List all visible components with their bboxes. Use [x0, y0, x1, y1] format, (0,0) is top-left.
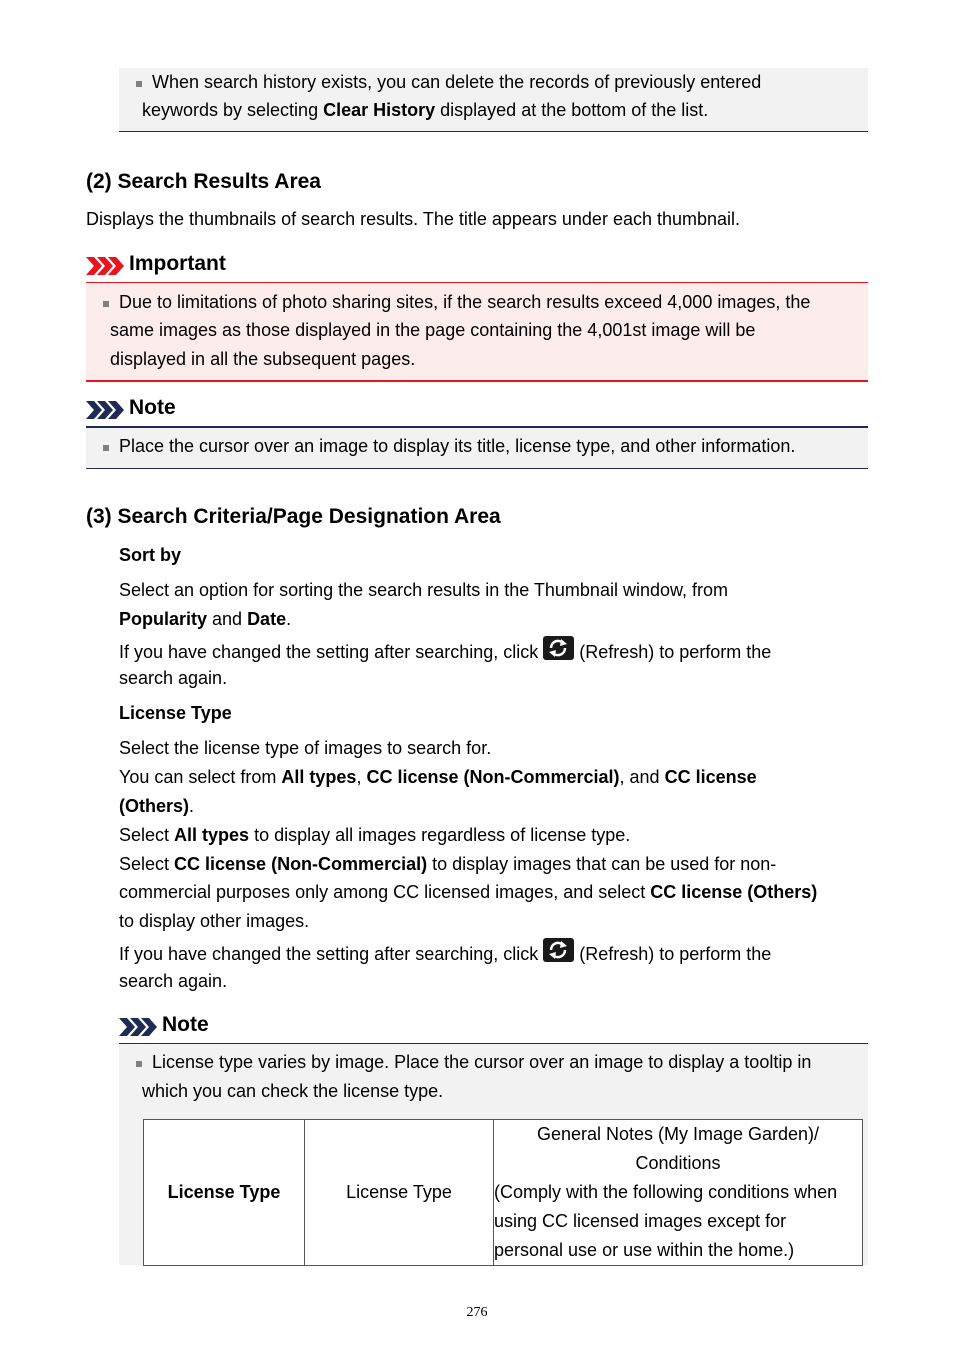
table-cell-header	[144, 1120, 305, 1266]
section2-body: Displays the thumbnails of search results. The title appears under each thumbnail.	[86, 209, 741, 229]
all-types-term: All types	[174, 825, 250, 845]
section2-heading: (2) Search Results Area	[86, 170, 321, 193]
license-line9: search again.	[119, 971, 228, 991]
note-arrows-icon	[86, 401, 126, 419]
important-box	[86, 282, 868, 382]
bullet-square-icon	[136, 81, 142, 87]
important-arrows-icon	[86, 257, 126, 275]
clear-history-term: Clear History	[323, 100, 436, 120]
sort-by-line2	[119, 605, 291, 634]
refresh-text-post: (Refresh) to perform the	[574, 944, 772, 964]
table-cell	[494, 1120, 863, 1266]
tip-line2-end: displayed at the bottom of the list.	[435, 100, 709, 120]
table-col3-line: (Comply with the following conditions when	[494, 1182, 838, 1202]
refresh-text-pre: If you have changed the setting after searching, click	[119, 944, 544, 964]
important-title: Important	[129, 252, 226, 275]
sort-by-line3	[119, 636, 771, 667]
cc-license-term: CC license	[664, 767, 757, 787]
license-line4	[119, 821, 630, 850]
others-term: (Others)	[119, 796, 190, 816]
tip-line2-text: keywords by selecting	[142, 100, 324, 120]
cc-noncommercial-term: CC license (Non-Commercial)	[174, 854, 428, 874]
refresh-text-pre: If you have changed the setting after searching, click	[119, 642, 544, 662]
and-text: , and	[619, 767, 665, 787]
note1-text: Place the cursor over an image to display its title, license type, and other information.	[119, 436, 796, 456]
sort-by-label: Sort by	[119, 545, 182, 565]
bullet-square-icon	[103, 301, 109, 307]
license-line2-pre: You can select from	[119, 767, 282, 787]
tip-box	[119, 68, 868, 132]
license-line2	[119, 763, 757, 792]
refresh-text-post: (Refresh) to perform the	[574, 642, 772, 662]
sort-by-and: and	[207, 609, 248, 629]
sort-by-line4: search again.	[119, 668, 228, 688]
license-line1: Select the license type of images to search for.	[119, 738, 492, 758]
note2-line2: which you can check the license type.	[142, 1081, 444, 1101]
important-line1: Due to limitations of photo sharing sites, if the search results exceed 4,000 images, the	[119, 292, 811, 312]
sort-by-line1: Select an option for sorting the search results in the Thumbnail window, from	[119, 580, 728, 600]
table-cell	[305, 1120, 494, 1266]
table-col3-line: Conditions	[635, 1153, 721, 1173]
sort-by-period: .	[286, 609, 292, 629]
date-term: Date	[247, 609, 287, 629]
license-line7: to display other images.	[119, 911, 310, 931]
table-col3-line: using CC licensed images except for	[494, 1211, 787, 1231]
important-line2: same images as those displayed in the page containing the 4,001st image will be	[110, 320, 756, 340]
note2-line1: License type varies by image. Place the cursor over an image to display a tooltip in	[152, 1052, 812, 1072]
license-line5	[119, 850, 776, 879]
license-line8	[119, 938, 771, 969]
license-line6-pre: commercial purposes only among CC licensed images, and select	[119, 882, 651, 902]
license-line6	[119, 878, 817, 907]
note2-title: Note	[162, 1013, 209, 1036]
bullet-square-icon	[103, 445, 109, 451]
note1-title: Note	[129, 396, 176, 419]
license-table	[143, 1119, 863, 1266]
refresh-icon	[543, 938, 574, 962]
cc-others-term: CC license (Others)	[650, 882, 818, 902]
select-text: Select	[119, 854, 175, 874]
section3-heading: (3) Search Criteria/Page Designation Area	[86, 505, 501, 528]
license-type-label: License Type	[119, 703, 232, 723]
important-line3: displayed in all the subsequent pages.	[110, 349, 416, 369]
cc-noncommercial-term: CC license (Non-Commercial)	[366, 767, 620, 787]
table-col3-line: General Notes (My Image Garden)/	[536, 1124, 820, 1144]
select-text: Select	[119, 825, 175, 845]
page-number: 276	[466, 1305, 488, 1320]
table-col2-text: License Type	[346, 1182, 452, 1202]
note2-header	[119, 1013, 868, 1043]
license-line3	[119, 792, 194, 821]
comma: ,	[356, 767, 367, 787]
important-header	[86, 252, 868, 282]
license-line4-post: to display all images regardless of license type.	[249, 825, 631, 845]
all-types-term: All types	[281, 767, 357, 787]
period: .	[189, 796, 195, 816]
note-arrows-icon	[119, 1018, 159, 1036]
table-col3-line: personal use or use within the home.)	[494, 1240, 795, 1260]
table-col1-text: License Type	[167, 1182, 281, 1202]
note1-box	[86, 426, 868, 469]
note1-header	[86, 396, 868, 426]
note2-box	[119, 1043, 868, 1265]
table-row	[144, 1120, 863, 1266]
refresh-icon	[543, 636, 574, 660]
popularity-term: Popularity	[119, 609, 208, 629]
tip-line1: When search history exists, you can delete the records of previously entered	[152, 72, 762, 92]
bullet-square-icon	[136, 1061, 142, 1067]
license-line5-post: to display images that can be used for non-	[427, 854, 777, 874]
